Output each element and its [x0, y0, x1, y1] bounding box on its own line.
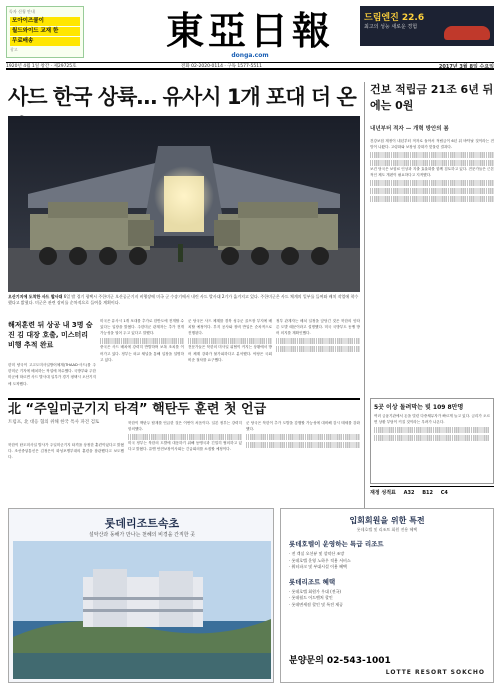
sidebar-box-paragraph: 여러 금융기관에서 돈을 빌린 다중채무자가 빠르게 늘고 있다. 금리가 오르면 상환 부담이 커질 것이라는 우려가 나온다.	[374, 414, 490, 425]
ad-brand: LOTTE RESORT SOKCHO	[385, 669, 485, 676]
date-left: 1920년 4월 1일 창간 · 제29725호	[6, 64, 77, 69]
sidebar-paragraph: 건강보험 재정이 내년부터 적자로 돌아서 적립금이 6년 뒤 바닥날 것이라는 전망이 나왔다. 고령화와 보장성 강화가 맞물린 결과다.	[370, 139, 494, 150]
main-column-2	[100, 318, 184, 394]
car-ad[interactable]	[360, 6, 494, 46]
sidebar-subheadline: 내년부터 적자 — 개혁 방안의 봄	[370, 126, 449, 132]
main-headline[interactable]: 사드 한국 상륙… 유사시 1개 포대 더 온	[8, 85, 356, 109]
photo-caption	[8, 294, 360, 312]
main-paragraph: 중국은 사드 배치에 강력히 반발하며 보복 조치를 이어가고 있다. 정부는 외교 채널을 통해 입장을 설명하고 있다.	[100, 345, 184, 362]
promo-line: 무료배송	[10, 37, 80, 46]
column-filler	[188, 338, 272, 344]
sidebar-box-title: 5곳 이상 돌려막는 빚 109 8만명	[374, 404, 464, 411]
ad-info-subtitle: 롯데호텔 및 리조트 회원 전용 혜택	[356, 527, 418, 532]
column-filler	[276, 338, 360, 344]
main-column-3	[188, 318, 272, 394]
promo-ad-label: 광고	[10, 47, 18, 52]
column-filler	[100, 338, 184, 344]
column-filler	[370, 188, 494, 194]
column-filler	[374, 427, 490, 433]
ad-info-item: · 전 객실 오션뷰 및 설악산 조망	[289, 551, 345, 556]
column-filler	[370, 152, 494, 158]
scorecard-value: B12	[422, 490, 434, 496]
ad-phone[interactable]: 분양문의 02-543-1001	[289, 656, 391, 666]
column-filler	[370, 160, 494, 166]
scorecard-value: C4	[440, 490, 448, 496]
resort-image	[13, 541, 271, 679]
main-subheadline[interactable]: 해저훈련 뒤 상공 내 3명 숨진 김 대장 호출, 미스터리 비행 추적 완료	[8, 321, 93, 349]
sidebar-box-text	[374, 413, 490, 479]
site-url[interactable]: donga.com	[231, 52, 269, 59]
ad-info-item: · 롯데월드 어드벤처 할인	[289, 595, 333, 600]
date-mid: 전화 02-2020-0114 · 구독 1577-5511	[181, 64, 262, 69]
resort-illustration	[13, 541, 271, 679]
promo-line: 모아이즈쿨이	[10, 17, 80, 26]
resort-ad[interactable]	[8, 508, 274, 683]
column-filler	[246, 434, 360, 440]
main-paragraph: 정부 관계자는 배치 일정을 앞당긴 것은 북한의 잇따른 도발 때문이라고 설명했다. 미국 국방부도 동맹 방어 의지를 재확인했다.	[276, 319, 360, 336]
section2-paragraph: 북한이 탄도미사일 발사가 주일미군기지 타격을 상정한 훈련이었다고 밝혔다. 조선중앙통신은 김정은이 화성포병부대의 훈련을 참관했다고 보도했다.	[8, 443, 124, 460]
promo-line: 월드와이드 교재 한	[10, 27, 80, 36]
promo-tiny: 독자 신청 안내	[9, 9, 35, 14]
section2-paragraph: 미국 정부는 북한의 도발에 대응하기 위해 동맹국과 긴밀히 협의하고 있다고 밝혔다. 유엔 안전보장이사회는 긴급회의를 소집할 예정이다.	[128, 441, 242, 452]
main-column-4	[276, 318, 360, 394]
date-right: 2017년 3월 8일 수요일	[438, 64, 494, 70]
column-filler	[246, 442, 360, 448]
dateline	[6, 62, 494, 70]
thaad-photo-illustration	[8, 116, 360, 292]
ad-info-item: · 롯데면세점 할인 및 특전 제공	[289, 601, 343, 607]
column-filler	[370, 180, 494, 186]
scorecard	[370, 486, 494, 496]
section2-column-3	[246, 420, 360, 504]
section2-column-1	[8, 442, 124, 504]
section2-headline[interactable]: 北 “주일미군기지 타격” 핵탄두 훈련 첫 언급	[8, 398, 360, 418]
caption-text: 6일 밤 경기 평택시 주한미군 오산공군기지 비행장에 미국 군 수송기에서 내린 사드 발사대 2기가 옮겨지고 있다. 주한미군은 사드 체계의 일부를 들여와 배치 작업에 착수했다고 밝혔다. 미군은 관련 장비를 순차적으로 들여올 계획이다.	[8, 294, 359, 305]
promo-box[interactable]	[6, 6, 84, 58]
column-filler	[276, 346, 360, 352]
ad-info-item: · 워터파크 및 부대시설 이용 혜택	[289, 564, 347, 569]
column-filler	[370, 196, 494, 202]
caption-bold: 오산기지에 도착한 사드 발사대	[8, 294, 63, 299]
sidebar-box[interactable]	[370, 398, 494, 484]
sidebar-headline[interactable]: 건보 적립금 21조 6년 뒤에는 0원	[370, 83, 494, 112]
section2-column-2	[128, 420, 242, 504]
car-ad-text: 최고의 성능 새로운 경험	[364, 24, 418, 30]
ad-info-item: · 롯데호텔 회원가 우대 (전국)	[289, 588, 341, 594]
scorecard-value: A32	[403, 490, 415, 496]
ad-info-title: 입회회원을 위한 특전	[349, 516, 425, 525]
scorecard-label: 재정 성적표	[370, 490, 396, 496]
resort-ad-title: 롯데리조트속초	[104, 517, 180, 530]
column-filler	[128, 434, 242, 440]
sidebar-paragraph: 보건 당국은 보험료 인상과 지출 효율화를 함께 검토하고 있다. 전문가들은 근본적인 제도 개편이 필요하다고 지적했다.	[370, 166, 494, 178]
column-filler	[374, 435, 490, 441]
section2-paragraph: 군 당국은 북한이 추가 도발을 감행할 가능성에 대비해 감시 태세를 강화했다.	[246, 421, 360, 432]
car-icon	[444, 26, 490, 40]
main-column-1	[8, 362, 96, 394]
main-paragraph: 한미 양국이 고고도미사일방어체계(THAAD·사드)를 주한미군 기지에 배치하는 작업에 착수했다. 국방부와 주한미군에 따르면 사드 발사대 일부가 경기 평택시 오산기지에 도착했다.	[8, 363, 96, 386]
ad-info-item: · 롯데호텔 운영 노하우 적용 서비스	[289, 557, 351, 563]
sidebar-body	[370, 138, 494, 394]
car-ad-title: 드림엔진 22.6	[364, 13, 425, 23]
newspaper-logo[interactable]: 東亞日報	[165, 8, 334, 53]
resort-ad-subtitle: 설악산과 동해가 만나는 천혜의 비경을 간직한 곳	[88, 532, 196, 538]
ad-info-heading: 롯데호텔이 운영하는 특급 리조트	[289, 540, 384, 548]
section2-subheadline: 트럼프, 北 대응 협의 위해 한국 특사 파견 검토	[8, 420, 100, 425]
main-paragraph: 군 당국은 사드 체계를 경북 성주군 골프장 부지에 배치할 예정이다. 부지 공사와 장비 반입은 순차적으로 진행된다.	[188, 319, 272, 336]
section2-paragraph: 북한이 핵탄두 탑재를 언급한 것은 이번이 처음이다. 일본 정부는 강력히 항의했다.	[128, 421, 242, 432]
main-photo[interactable]	[8, 116, 360, 292]
main-paragraph: 미국은 유사시 1개 포대를 추가로 한반도에 전개할 수 있다는 입장을 밝혔다. 주한미군 관계자는 추가 전개 가능성을 열어 두고 있다고 말했다.	[100, 319, 184, 336]
masthead	[0, 0, 500, 74]
main-paragraph: 전문가들은 북한의 미사일 위협이 커지는 상황에서 방어 체계 강화가 불가피하다고 분석했다. 야당은 국회 비준 절차를 요구했다.	[188, 345, 272, 362]
ad-info-heading: 롯데리조트 혜택	[289, 577, 336, 586]
resort-ad-info[interactable]	[280, 508, 494, 683]
